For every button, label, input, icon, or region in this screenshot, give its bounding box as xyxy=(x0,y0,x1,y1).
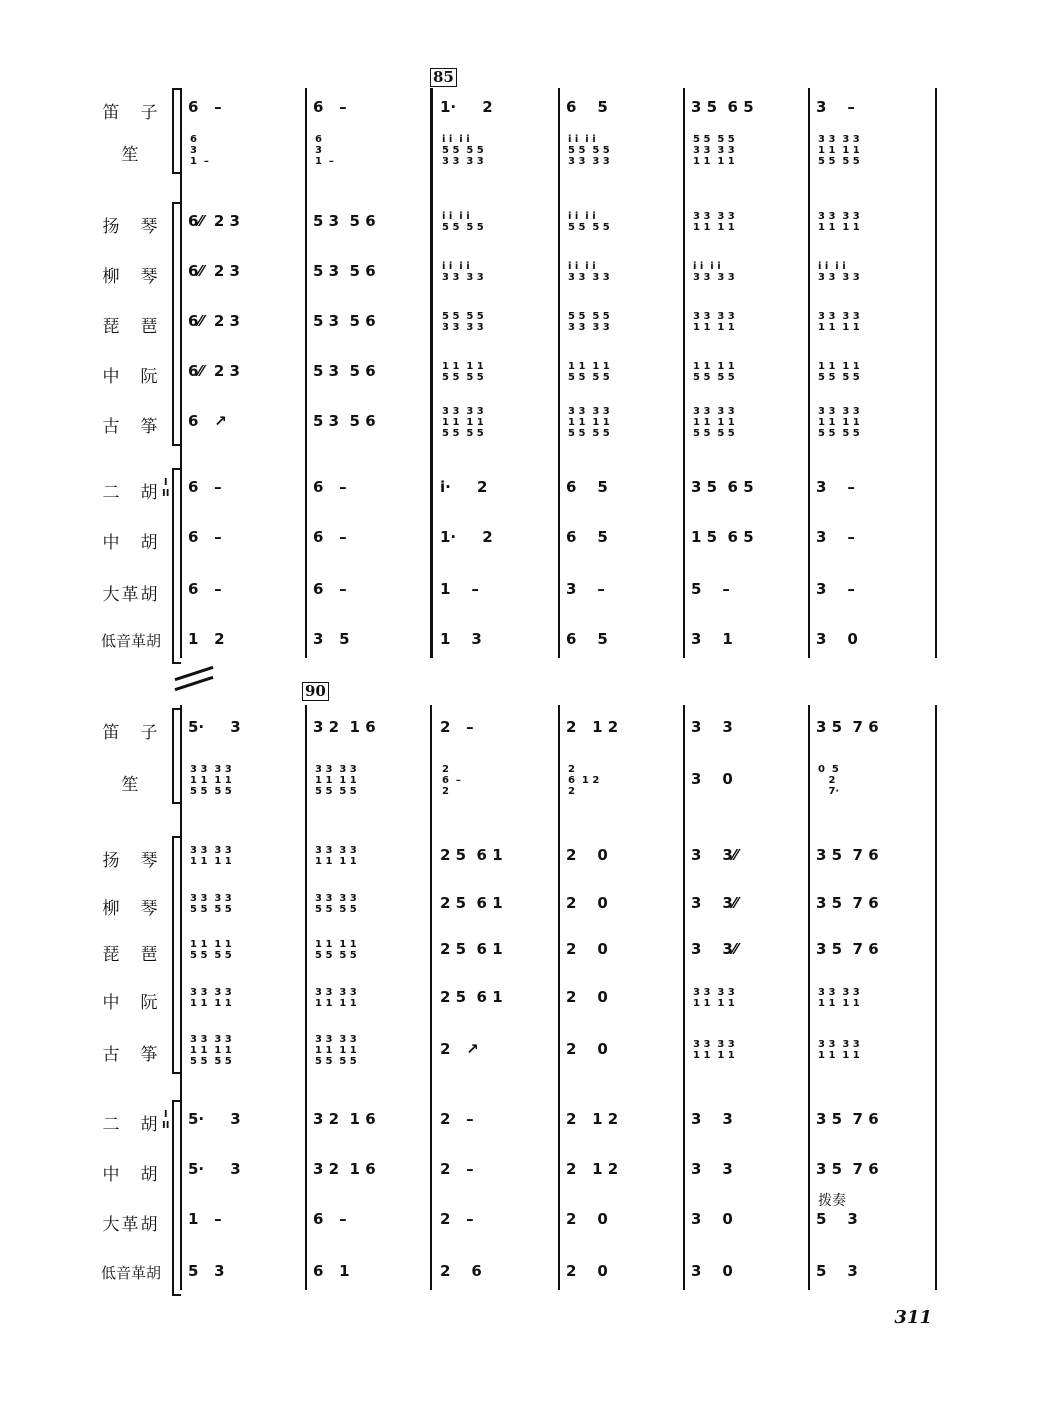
measure-notes: 3 3 3 3 1 1 1 1 xyxy=(693,211,735,233)
measure-notes: 3 3 xyxy=(691,718,733,736)
measure-notes: 5 3 xyxy=(188,1262,225,1280)
measure-notes: 3 5 6 5 xyxy=(691,98,754,116)
measure-notes: 3 5 7 6 xyxy=(816,718,879,736)
measure-notes: i i i i 5 5 5 5 3 3 3 3 xyxy=(568,133,610,167)
measure-notes: 5 5 5 5 3 3 3 3 xyxy=(568,311,610,333)
measure-notes: 6 – xyxy=(313,478,347,496)
measure-notes: i i i i 5 5 5 5 xyxy=(442,211,484,233)
measure-notes: 1· 2 xyxy=(440,98,493,116)
instrument-label: 笙 xyxy=(121,775,141,795)
measure-notes: 3 0 xyxy=(691,770,733,788)
measure-notes: 3 3 3 3 1 1 1 1 xyxy=(693,1039,735,1061)
measure-notes: 3 3 3 3 1 1 1 1 xyxy=(190,987,232,1009)
measure-notes: 3 5 7 6 xyxy=(816,894,879,912)
instrument-label: 低音革胡 xyxy=(100,1264,161,1282)
measure-notes: 5 3 5 6 xyxy=(313,312,376,330)
measure-notes: 3 3⁄⁄ xyxy=(691,894,738,912)
measure-notes: 1 1 1 1 5 5 5 5 xyxy=(190,939,232,961)
measure-notes: 3 3 3 3 1 1 1 1 5 5 5 5 xyxy=(442,405,484,439)
measure-notes: 6 1 xyxy=(313,1262,350,1280)
instrument-label: 笛 子 xyxy=(102,103,160,123)
measure-notes: 3 3 3 3 1 1 1 1 5 5 5 5 xyxy=(818,405,860,439)
section-bracket xyxy=(172,468,181,664)
barline xyxy=(430,88,433,658)
barline xyxy=(305,88,307,658)
measure-notes: 5 3 5 6 xyxy=(313,262,376,280)
barline xyxy=(808,88,810,658)
barline xyxy=(808,705,810,1290)
barline xyxy=(558,705,560,1290)
measure-notes: 3 0 xyxy=(816,630,858,648)
barline xyxy=(935,88,937,658)
measure-notes: 1 – xyxy=(440,580,479,598)
measure-notes: 3 2 1 6 xyxy=(313,1160,376,1178)
measure-notes: 6 – xyxy=(313,528,347,546)
measure-notes: 5 3 5 6 xyxy=(313,362,376,380)
measure-notes: 1 – xyxy=(188,1210,222,1228)
instrument-label: 中 胡 xyxy=(102,533,160,553)
measure-notes: 3 – xyxy=(816,528,855,546)
measure-notes: i i i i 5 5 5 5 xyxy=(568,211,610,233)
measure-notes: 5· 3 xyxy=(188,1110,241,1128)
barline xyxy=(305,705,307,1290)
section-bracket xyxy=(172,1100,181,1296)
measure-notes: 3 5 7 6 xyxy=(816,1110,879,1128)
measure-notes: 3 – xyxy=(816,478,855,496)
measure-notes: 2 – xyxy=(440,1210,474,1228)
page-number: 311 xyxy=(894,1307,932,1328)
instrument-label: 二 胡 xyxy=(102,1115,160,1135)
pizzicato-annotation: 拨奏 xyxy=(818,1193,846,1209)
measure-notes: 3 – xyxy=(566,580,605,598)
measure-notes: 2 1 2 xyxy=(566,1160,619,1178)
measure-notes: i i i i 3 3 3 3 xyxy=(568,261,610,283)
measure-notes: 5 3 5 6 xyxy=(313,212,376,230)
measure-notes: 3 5 xyxy=(313,630,350,648)
measure-notes: 3 3 3 3 1 1 1 1 xyxy=(315,987,357,1009)
measure-notes: 5 3 5 6 xyxy=(313,412,376,430)
measure-notes: 2 0 xyxy=(566,846,608,864)
measure-notes: 1· 2 xyxy=(440,528,493,546)
instrument-label: 笙 xyxy=(121,145,141,165)
measure-notes: 3 2 1 6 xyxy=(313,718,376,736)
measure-notes: 3 – xyxy=(816,98,855,116)
measure-notes: 3 3 3 3 1 1 1 1 5 5 5 5 xyxy=(315,763,357,797)
instrument-label: 中 阮 xyxy=(102,367,160,387)
measure-notes: 3 3 3 3 1 1 1 1 xyxy=(818,311,860,333)
measure-notes: 0 5 2 7· xyxy=(818,763,840,797)
measure-notes: 3 3 3 3 1 1 1 1 5 5 5 5 xyxy=(190,1033,232,1067)
instrument-label: 琵 琶 xyxy=(102,317,160,337)
instrument-label: 大革胡 xyxy=(102,1215,160,1235)
measure-notes: i i i i 5 5 5 5 3 3 3 3 xyxy=(442,133,484,167)
measure-notes: 6 5 xyxy=(566,98,608,116)
measure-notes: 3 3 3 3 1 1 1 1 5 5 5 5 xyxy=(818,133,860,167)
measure-notes: 6 – xyxy=(313,580,347,598)
measure-notes: i i i i 3 3 3 3 xyxy=(693,261,735,283)
measure-notes: 1 1 1 1 5 5 5 5 xyxy=(568,361,610,383)
measure-notes: 2 6 – 2 xyxy=(442,763,461,797)
measure-notes: 6 ↗ xyxy=(188,412,227,430)
section-bracket xyxy=(172,88,181,174)
measure-notes: 2 ↗ xyxy=(440,1040,479,1058)
instrument-label: 柳 琴 xyxy=(102,267,160,287)
instrument-label: 大革胡 xyxy=(102,585,160,605)
instrument-label: 扬 琴 xyxy=(102,217,160,237)
measure-notes: 1 1 1 1 5 5 5 5 xyxy=(818,361,860,383)
barline xyxy=(558,88,560,658)
measure-notes: 6 5 xyxy=(566,630,608,648)
instrument-label: 扬 琴 xyxy=(102,851,160,871)
measure-notes: i i i i 3 3 3 3 xyxy=(442,261,484,283)
barline xyxy=(935,705,937,1290)
section-bracket xyxy=(172,708,181,804)
barline xyxy=(683,88,685,658)
measure-notes: 3 3 3 3 5 5 5 5 xyxy=(315,893,357,915)
measure-notes: 2 6 1 2 2 xyxy=(568,763,600,797)
measure-notes: 2 1 2 xyxy=(566,1110,619,1128)
measure-notes: 1 2 xyxy=(188,630,225,648)
measure-notes: 1 3 xyxy=(440,630,482,648)
measure-notes: 6⁄⁄ 2 3 xyxy=(188,362,240,380)
divisi-marker: I II xyxy=(162,477,170,499)
measure-notes: 3 5 7 6 xyxy=(816,846,879,864)
measure-notes: 2 1 2 xyxy=(566,718,619,736)
measure-notes: 6 5 xyxy=(566,478,608,496)
measure-notes: 3 5 6 5 xyxy=(691,478,754,496)
measure-notes: 6 – xyxy=(313,98,347,116)
instrument-label: 笛 子 xyxy=(102,723,160,743)
measure-notes: 3 3 3 3 1 1 1 1 5 5 5 5 xyxy=(315,1033,357,1067)
barline xyxy=(683,705,685,1290)
measure-notes: 3 3⁄⁄ xyxy=(691,940,738,958)
measure-notes: 6 – xyxy=(188,580,222,598)
barline xyxy=(430,705,432,1290)
measure-notes: 3 3 3 3 1 1 1 1 5 5 5 5 xyxy=(190,763,232,797)
measure-notes: 2 5 6 1 xyxy=(440,894,503,912)
measure-notes: 2 0 xyxy=(566,1262,608,1280)
measure-notes: 6 3 1 – xyxy=(190,133,209,167)
section-bracket xyxy=(172,202,181,446)
measure-notes: 6⁄⁄ 2 3 xyxy=(188,262,240,280)
section-bracket xyxy=(172,836,181,1074)
measure-notes: 6 – xyxy=(188,528,222,546)
measure-notes: 2 – xyxy=(440,1160,474,1178)
instrument-label: 琵 琶 xyxy=(102,945,160,965)
measure-notes: 3 5 7 6 xyxy=(816,940,879,958)
instrument-label: 古 筝 xyxy=(102,1045,160,1065)
measure-notes: 3 0 xyxy=(691,1262,733,1280)
instrument-label: 二 胡 xyxy=(102,483,160,503)
measure-notes: 5 3 xyxy=(816,1210,858,1228)
measure-notes: 5 5 5 5 3 3 3 3 1 1 1 1 xyxy=(693,133,735,167)
measure-notes: 3 3 3 3 1 1 1 1 xyxy=(693,987,735,1009)
measure-notes: 3 2 1 6 xyxy=(313,1110,376,1128)
measure-notes: 3 0 xyxy=(691,1210,733,1228)
measure-notes: 1 5 6 5 xyxy=(691,528,754,546)
instrument-label: 中 胡 xyxy=(102,1165,160,1185)
measure-notes: 6 – xyxy=(188,98,222,116)
instrument-label: 柳 琴 xyxy=(102,899,160,919)
instrument-label: 古 筝 xyxy=(102,417,160,437)
measure-notes: 3 3 3 3 1 1 1 1 xyxy=(818,211,860,233)
measure-notes: 3 3 3 3 1 1 1 1 xyxy=(190,845,232,867)
measure-notes: 2 – xyxy=(440,718,474,736)
measure-notes: 2 0 xyxy=(566,894,608,912)
measure-notes: 1 1 1 1 5 5 5 5 xyxy=(442,361,484,383)
measure-notes: 2 0 xyxy=(566,988,608,1006)
measure-notes: 2 5 6 1 xyxy=(440,988,503,1006)
measure-notes: 2 5 6 1 xyxy=(440,940,503,958)
measure-notes: 3 3 3 3 1 1 1 1 xyxy=(818,987,860,1009)
measure-notes: 6⁄⁄ 2 3 xyxy=(188,212,240,230)
measure-notes: 3 3 xyxy=(691,1160,733,1178)
measure-notes: 3 3 3 3 1 1 1 1 xyxy=(315,845,357,867)
measure-notes: 2 0 xyxy=(566,940,608,958)
instrument-label: 中 阮 xyxy=(102,993,160,1013)
measure-notes: 3 3 3 3 1 1 1 1 xyxy=(818,1039,860,1061)
divisi-marker: I II xyxy=(162,1109,170,1131)
measure-notes: 3 3 3 3 1 1 1 1 5 5 5 5 xyxy=(693,405,735,439)
measure-notes: 5 5 5 5 3 3 3 3 xyxy=(442,311,484,333)
measure-notes: 3 3 3 3 5 5 5 5 xyxy=(190,893,232,915)
measure-notes: 5· 3 xyxy=(188,1160,241,1178)
rehearsal-mark: 85 xyxy=(430,68,457,87)
measure-notes: 1 1 1 1 5 5 5 5 xyxy=(315,939,357,961)
measure-notes: 3 3 xyxy=(691,1110,733,1128)
measure-notes: 2 0 xyxy=(566,1210,608,1228)
measure-notes: 5· 3 xyxy=(188,718,241,736)
measure-notes: 6 3 1 – xyxy=(315,133,334,167)
measure-notes: 6⁄⁄ 2 3 xyxy=(188,312,240,330)
measure-notes: 3 3⁄⁄ xyxy=(691,846,738,864)
instrument-label: 低音革胡 xyxy=(100,632,161,650)
measure-notes: 1 1 1 1 5 5 5 5 xyxy=(693,361,735,383)
measure-notes: 2 – xyxy=(440,1110,474,1128)
rehearsal-mark: 90 xyxy=(302,682,329,701)
measure-notes: 6 – xyxy=(188,478,222,496)
measure-notes: 3 1 xyxy=(691,630,733,648)
measure-notes: i i i i 3 3 3 3 xyxy=(818,261,860,283)
measure-notes: 5 3 xyxy=(816,1262,858,1280)
measure-notes: 3 3 3 3 1 1 1 1 5 5 5 5 xyxy=(568,405,610,439)
measure-notes: 6 – xyxy=(313,1210,347,1228)
measure-notes: 5 – xyxy=(691,580,730,598)
measure-notes: 2 5 6 1 xyxy=(440,846,503,864)
measure-notes: 6 5 xyxy=(566,528,608,546)
measure-notes: i· 2 xyxy=(440,478,488,496)
measure-notes: 3 5 7 6 xyxy=(816,1160,879,1178)
measure-notes: 2 6 xyxy=(440,1262,482,1280)
measure-notes: 3 3 3 3 1 1 1 1 xyxy=(693,311,735,333)
measure-notes: 2 0 xyxy=(566,1040,608,1058)
measure-notes: 3 – xyxy=(816,580,855,598)
